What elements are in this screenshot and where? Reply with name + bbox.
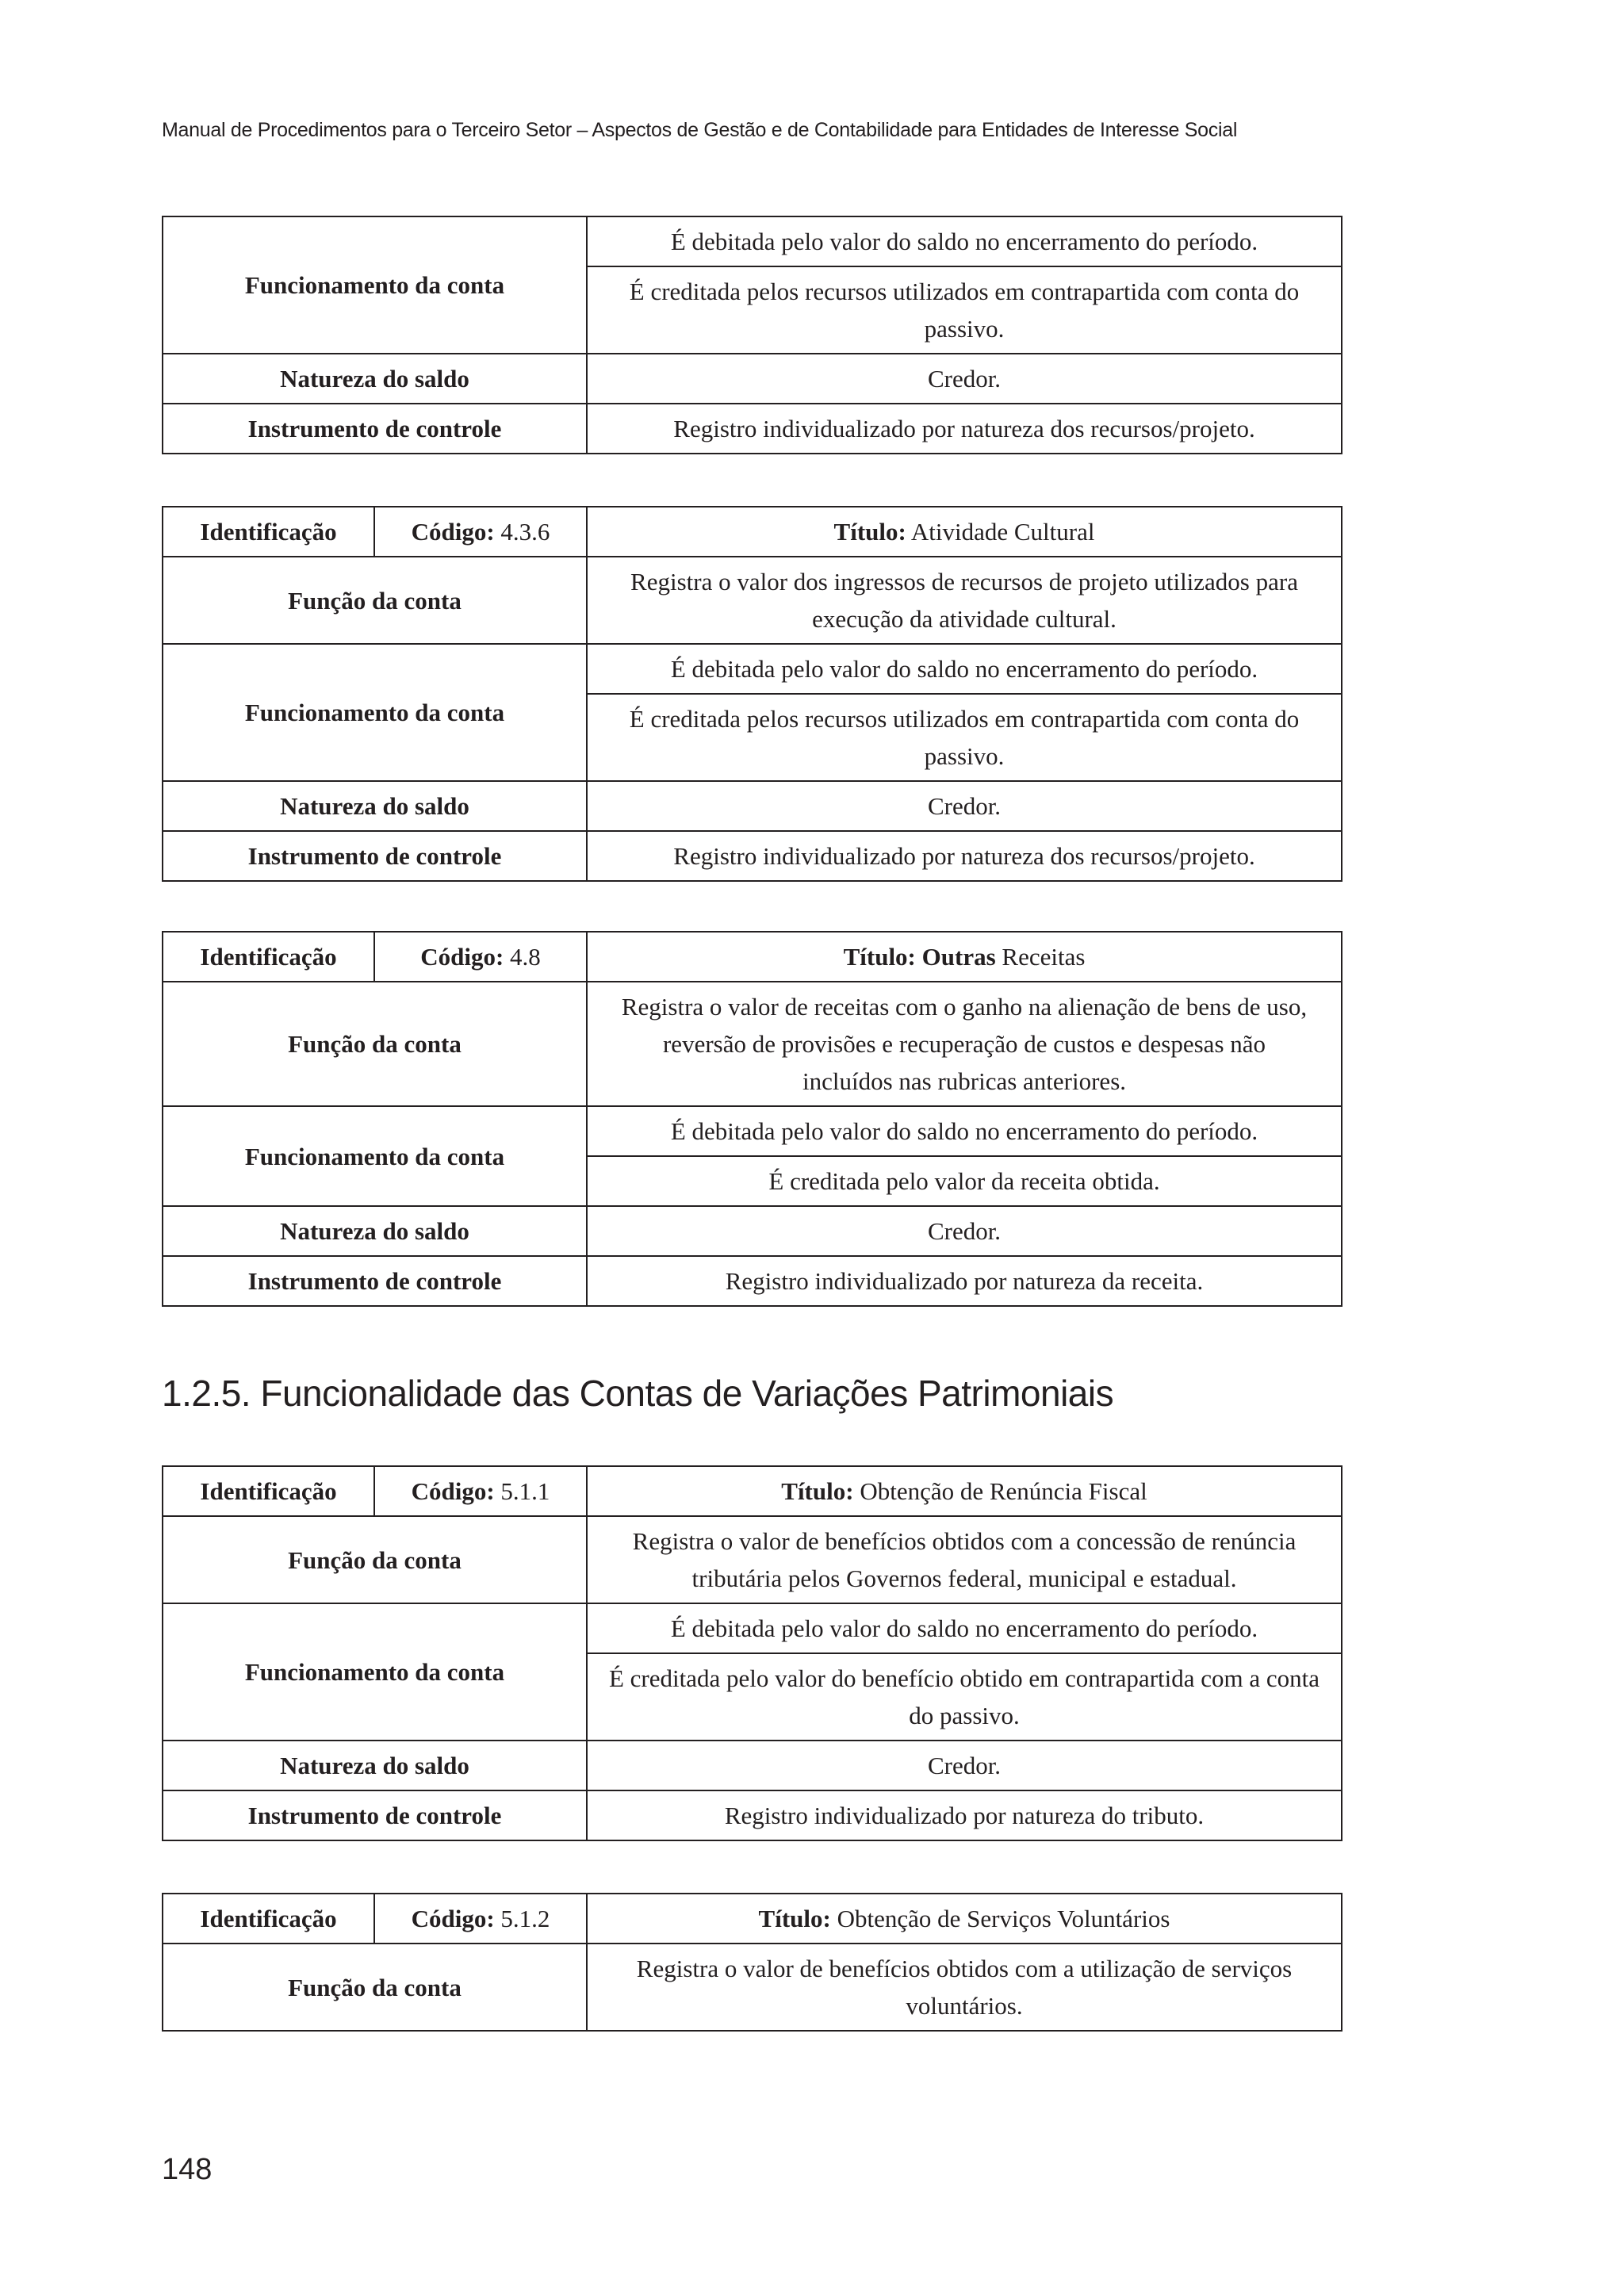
account-table-5-1-2 [162, 1893, 1342, 2032]
table-row [163, 1894, 1342, 1944]
instrumento-value: Registro individualizado por natureza da receita. [587, 1256, 1342, 1306]
codigo-cell [374, 507, 587, 557]
codigo-label: Código: [420, 943, 504, 971]
natureza-value: Credor. [587, 1206, 1342, 1256]
funcao-label: Função da conta [163, 1944, 587, 2031]
table-row [163, 831, 1342, 881]
funcao-label: Função da conta [163, 557, 587, 644]
funcionamento-label: Funcionamento da conta [163, 1106, 587, 1206]
natureza-value: Credor. [587, 354, 1342, 404]
natureza-label: Natureza do saldo [163, 1206, 587, 1256]
credit-rule: É creditada pelo valor do benefício obtido em contrapartida com a conta do passivo. [587, 1653, 1342, 1741]
titulo-value: Receitas [1002, 943, 1086, 971]
titulo-cell [587, 1466, 1342, 1516]
instrumento-value: Registro individualizado por natureza dos recursos/projeto. [587, 404, 1342, 454]
section-heading: 1.2.5. Funcionalidade das Contas de Variações Patrimoniais [162, 1373, 1114, 1414]
titulo-label: Título: [833, 518, 906, 546]
identificacao-label: Identificação [163, 1466, 374, 1516]
table-row [163, 1516, 1342, 1603]
running-header-title: Manual de Procedimentos para o Terceiro Setor [162, 119, 572, 141]
debit-rule: É debitada pelo valor do saldo no encerramento do período. [587, 1603, 1342, 1653]
titulo-label: Título: [843, 943, 916, 971]
natureza-label: Natureza do saldo [163, 1741, 587, 1790]
titulo-value-bold: Outras [921, 943, 996, 971]
titulo-cell [587, 1894, 1342, 1944]
credit-rule: É creditada pelos recursos utilizados em contrapartida com conta do passivo. [587, 266, 1342, 354]
account-table-4-3-6 [162, 506, 1342, 882]
instrumento-label: Instrumento de controle [163, 1790, 587, 1840]
table-row [163, 982, 1342, 1106]
account-table-5-1-1 [162, 1465, 1342, 1841]
codigo-cell [374, 932, 587, 982]
table-row [163, 216, 1342, 266]
funcionamento-label: Funcionamento da conta [163, 1603, 587, 1741]
natureza-label: Natureza do saldo [163, 354, 587, 404]
table-row [163, 932, 1342, 982]
debit-rule: É debitada pelo valor do saldo no encerramento do período. [587, 1106, 1342, 1156]
instrumento-label: Instrumento de controle [163, 831, 587, 881]
funcionamento-label: Funcionamento da conta [163, 644, 587, 781]
natureza-label: Natureza do saldo [163, 781, 587, 831]
titulo-value: Obtenção de Serviços Voluntários [837, 1905, 1170, 1932]
titulo-value: Atividade Cultural [910, 518, 1095, 546]
identificacao-label: Identificação [163, 932, 374, 982]
identificacao-label: Identificação [163, 507, 374, 557]
table-row [163, 781, 1342, 831]
account-table-4-8 [162, 931, 1342, 1307]
codigo-value: 5.1.2 [500, 1905, 550, 1932]
debit-rule: É debitada pelo valor do saldo no encerramento do período. [587, 644, 1342, 694]
table-row [163, 354, 1342, 404]
identificacao-label: Identificação [163, 1894, 374, 1944]
page-number: 148 [162, 2153, 213, 2186]
table-row [163, 1466, 1342, 1516]
codigo-value: 4.3.6 [500, 518, 550, 546]
natureza-value: Credor. [587, 781, 1342, 831]
running-header [162, 119, 1478, 142]
titulo-value: Obtenção de Renúncia Fiscal [860, 1477, 1147, 1505]
titulo-cell [587, 507, 1342, 557]
instrumento-label: Instrumento de controle [163, 1256, 587, 1306]
table-row [163, 1256, 1342, 1306]
codigo-value: 4.8 [510, 943, 541, 971]
titulo-label: Título: [758, 1905, 831, 1932]
codigo-cell [374, 1466, 587, 1516]
table-row [163, 1944, 1342, 2031]
funcionamento-label: Funcionamento da conta [163, 216, 587, 354]
funcao-value: Registra o valor de benefícios obtidos com a concessão de renúncia tributária pelos Governos federal, municipal e estadual. [587, 1516, 1342, 1603]
titulo-label: Título: [781, 1477, 854, 1505]
table-row [163, 1790, 1342, 1840]
instrumento-value: Registro individualizado por natureza dos recursos/projeto. [587, 831, 1342, 881]
funcao-label: Função da conta [163, 982, 587, 1106]
codigo-label: Código: [411, 518, 495, 546]
credit-rule: É creditada pelos recursos utilizados em contrapartida com conta do passivo. [587, 694, 1342, 781]
table-row [163, 1206, 1342, 1256]
codigo-value: 5.1.1 [500, 1477, 550, 1505]
table-row [163, 1741, 1342, 1790]
instrumento-value: Registro individualizado por natureza do tributo. [587, 1790, 1342, 1840]
table-row [163, 644, 1342, 694]
titulo-cell [587, 932, 1342, 982]
table-row [163, 507, 1342, 557]
account-table-continued [162, 216, 1342, 454]
funcao-label: Função da conta [163, 1516, 587, 1603]
codigo-label: Código: [411, 1477, 495, 1505]
credit-rule: É creditada pelo valor da receita obtida. [587, 1156, 1342, 1206]
debit-rule: É debitada pelo valor do saldo no encerramento do período. [587, 216, 1342, 266]
codigo-label: Código: [411, 1905, 495, 1932]
funcao-value: Registra o valor dos ingressos de recursos de projeto utilizados para execução da atividade cultural. [587, 557, 1342, 644]
instrumento-label: Instrumento de controle [163, 404, 587, 454]
codigo-cell [374, 1894, 587, 1944]
table-row [163, 1106, 1342, 1156]
natureza-value: Credor. [587, 1741, 1342, 1790]
funcao-value: Registra o valor de benefícios obtidos com a utilização de serviços voluntários. [587, 1944, 1342, 2031]
table-row [163, 404, 1342, 454]
funcao-value: Registra o valor de receitas com o ganho na alienação de bens de uso, reversão de provisões e recuperação de custos e despesas não incluídos nas rubricas anteriores. [587, 982, 1342, 1106]
table-row [163, 557, 1342, 644]
table-row [163, 1603, 1342, 1653]
running-header-subtitle: – Aspectos de Gestão e de Contabilidade para Entidades de Interesse Social [571, 119, 1238, 141]
